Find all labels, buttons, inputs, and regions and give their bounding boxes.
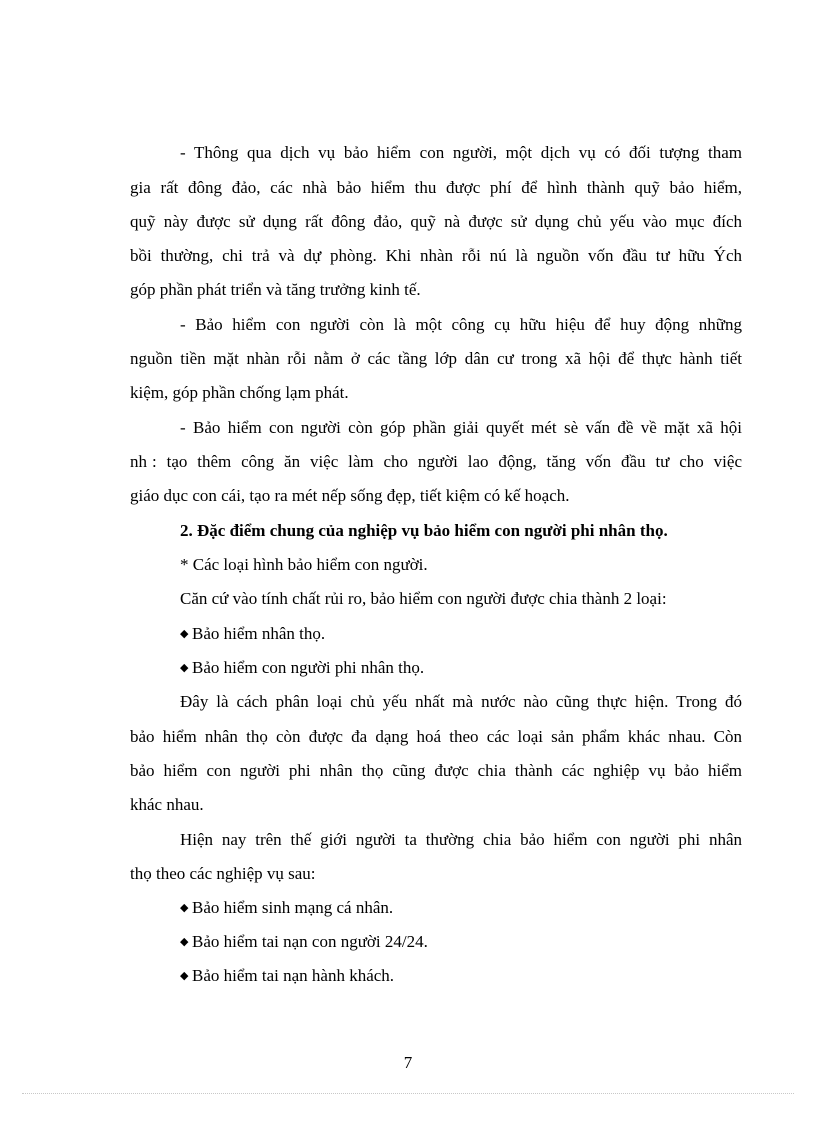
- diamond-bullet-icon: ◆: [180, 628, 189, 640]
- paragraph-line: Đây là cách phân loại chủ yếu nhất mà nước nào cũng thực hiện. Trong đó: [180, 692, 742, 711]
- paragraph-line: góp phần phát triển và tăng trưởng kinh tế.: [130, 280, 421, 299]
- list-item: [180, 624, 742, 644]
- paragraph-line: kiệm, góp phần chống lạm phát.: [130, 383, 349, 402]
- paragraph-line: bảo hiểm nhân thọ còn được đa dạng hoá theo các loại sản phẩm khác nhau. Còn: [130, 727, 742, 746]
- list-item: [180, 966, 742, 986]
- subheading: * Các loại hình bảo hiểm con người.: [180, 555, 428, 574]
- diamond-bullet-icon: ◆: [180, 936, 189, 948]
- section-heading: 2. Đặc điểm chung của nghiệp vụ bảo hiểm con người phi nhân thọ.: [180, 521, 668, 540]
- diamond-bullet-icon: ◆: [180, 902, 189, 914]
- diamond-bullet-icon: ◆: [180, 662, 189, 674]
- diamond-bullet-icon: ◆: [180, 970, 189, 982]
- list-item: [180, 658, 742, 678]
- footer-divider: [22, 1093, 794, 1094]
- paragraph-line: - Thông qua dịch vụ bảo hiểm con người, một dịch vụ có đối tượng tham: [180, 143, 742, 162]
- list-item: [180, 932, 742, 952]
- paragraph-line: bảo hiểm con người phi nhân thọ cũng được chia thành các nghiệp vụ bảo hiểm: [130, 761, 742, 780]
- paragraph-line: quỹ này được sử dụng rất đông đảo, quỹ nà được sử dụng chủ yếu vào mục đích: [130, 212, 742, 231]
- paragraph-line: - Bảo hiểm con người còn là một công cụ hữu hiệu để huy động những: [180, 315, 742, 334]
- paragraph-line: - Bảo hiểm con người còn góp phần giải quyết mét sè vấn đề về mặt xã hội: [180, 418, 742, 437]
- line-prefix: nh: [130, 452, 147, 471]
- classification-intro: Căn cứ vào tính chất rủi ro, bảo hiểm con người được chia thành 2 loại:: [180, 589, 667, 608]
- list-item-text: Bảo hiểm nhân thọ.: [192, 624, 326, 643]
- list-item-text: Bảo hiểm tai nạn con người 24/24.: [192, 932, 428, 951]
- paragraph-line: giáo dục con cái, tạo ra mét nếp sống đẹp, tiết kiệm có kế hoạch.: [130, 486, 570, 505]
- list-item-text: Bảo hiểm sinh mạng cá nhân.: [192, 898, 394, 917]
- paragraph-line: thọ theo các nghiệp vụ sau:: [130, 864, 316, 883]
- list-item-text: Bảo hiểm con người phi nhân thọ.: [192, 658, 425, 677]
- paragraph-line: khác nhau.: [130, 795, 204, 814]
- list-item: [180, 898, 742, 918]
- line-rest: : tạo thêm công ăn việc làm cho người lao động, tăng vốn đầu tư cho việc: [152, 452, 742, 471]
- paragraph-line: bồi thường, chi trả và dự phòng. Khi nhàn rỗi nú là nguồn vốn đầu tư hữu Ých: [130, 246, 742, 265]
- paragraph-line: gia rất đông đảo, các nhà bảo hiểm thu được phí để hình thành quỹ bảo hiểm,: [130, 178, 742, 197]
- page-number: 7: [403, 1053, 413, 1072]
- paragraph-line: Hiện nay trên thế giới người ta thường chia bảo hiểm con người phi nhân: [180, 830, 742, 849]
- paragraph-line: nguồn tiền mặt nhàn rỗi nằm ở các tầng lớp dân cư trong xã hội để thực hành tiết: [130, 349, 742, 368]
- list-item-text: Bảo hiểm tai nạn hành khách.: [192, 966, 395, 985]
